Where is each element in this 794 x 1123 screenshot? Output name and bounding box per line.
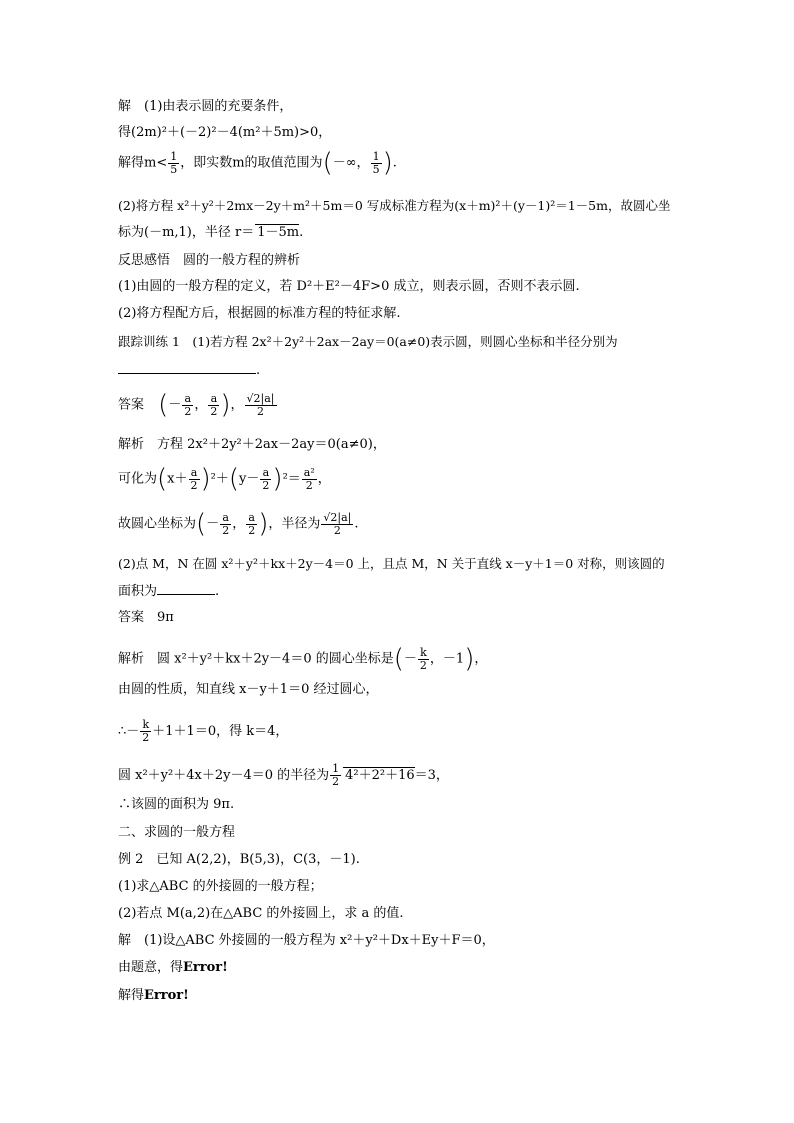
fraction-denominator: 2 xyxy=(333,523,341,537)
example2-statement: 例 2 已知 A(2,2)，B(5,3)，C(3，－1). xyxy=(118,852,360,867)
reflection-point1: (1)由圆的一般方程的定义，若 D²＋E²－4F>0 成立，则表示圆，否则不表示圆. xyxy=(118,279,580,294)
text-segment: . xyxy=(392,155,397,171)
variable: x＋ xyxy=(167,471,188,487)
fraction-numerator: a xyxy=(189,467,200,480)
reflection-point2: (2)将方程配方后，根据圆的标准方程的特征求解. xyxy=(118,306,401,321)
fraction-numerator: 1 xyxy=(170,149,178,163)
example2-result xyxy=(118,988,189,1004)
practice-question1-blank xyxy=(118,361,260,379)
fraction-denominator: 2 xyxy=(142,731,150,744)
fraction-denominator: 2 xyxy=(257,404,264,418)
close-paren: ) xyxy=(464,644,475,674)
text-segment: 解得m< xyxy=(118,155,168,171)
fraction-numerator: √2|a| xyxy=(246,391,275,405)
error-placeholder: Error! xyxy=(183,960,228,975)
radicand: 4²＋2²＋16 xyxy=(345,768,415,783)
fraction xyxy=(260,467,271,492)
operator: ²＋ xyxy=(210,471,229,487)
coordinate: ，－1 xyxy=(429,651,465,667)
answer-blank xyxy=(118,361,256,374)
analysis-q1: 解析 方程 2x²＋2y²＋2ax－2ay＝0(a≠0)， xyxy=(118,437,386,452)
fraction-denominator: 2 xyxy=(262,478,270,492)
fraction xyxy=(330,763,341,788)
fraction-numerator: a xyxy=(246,512,257,525)
error-placeholder: Error! xyxy=(144,988,189,1003)
close-paren: ) xyxy=(200,464,211,494)
text-segment: 由题意，得 xyxy=(118,960,184,975)
fraction xyxy=(208,393,219,418)
text-segment: 解析 圆 x²＋y²＋kx＋2y－4＝0 的圆心坐标是 xyxy=(118,651,394,667)
fraction xyxy=(418,647,429,672)
close-paren: ) xyxy=(258,509,269,539)
text-segment: ∴－ xyxy=(118,724,140,739)
fraction xyxy=(189,467,200,492)
minus: － xyxy=(168,397,182,413)
fraction xyxy=(371,151,382,176)
analysis-q2-area: ∴该圆的面积为 9π. xyxy=(118,797,235,812)
fraction-denominator: 2 xyxy=(222,523,230,537)
analysis-q2-center-line: 由圆的性质，知直线 x－y＋1＝0 经过圆心， xyxy=(118,682,379,697)
fraction xyxy=(302,467,317,492)
fraction-denominator: 2 xyxy=(332,775,340,788)
text-segment: . xyxy=(256,363,261,378)
text-segment: 面积为 xyxy=(118,584,158,599)
analysis-q1-standard-form xyxy=(118,466,331,492)
answer-q2: 答案 9π xyxy=(118,610,174,625)
fraction-denominator: 2 xyxy=(419,658,427,672)
text-segment: －∞， xyxy=(332,155,370,171)
minus: － xyxy=(206,516,220,532)
section-heading: 二、求圆的一般方程 xyxy=(118,825,236,840)
example2-solution: 解 (1)设△ABC 外接圆的一般方程为 x²＋y²＋Dx＋Ey＋F＝0， xyxy=(118,933,495,948)
comma: ， xyxy=(317,471,331,487)
fraction-numerator: k xyxy=(418,647,429,660)
text-segment: ， xyxy=(474,651,488,667)
example2-system xyxy=(118,960,228,976)
text-segment: . xyxy=(215,584,220,599)
solution-part2-radius xyxy=(118,224,303,241)
open-paren: ( xyxy=(322,148,333,178)
fraction-numerator: a xyxy=(182,393,193,406)
fraction xyxy=(168,151,179,176)
open-paren: ( xyxy=(158,390,169,420)
fraction-numerator: a xyxy=(220,512,231,525)
text-segment: 可化为 xyxy=(118,471,158,487)
comma: ， xyxy=(230,397,244,413)
minus: － xyxy=(403,651,417,667)
fraction xyxy=(182,393,193,418)
condition-inequality: 得(2m)²＋(－2)²－4(m²＋5m)>0， xyxy=(118,125,332,140)
fraction-denominator: 5 xyxy=(170,162,178,176)
fraction xyxy=(220,512,231,537)
text-segment: . xyxy=(354,516,359,532)
text-segment: 故圆心坐标为 xyxy=(118,516,197,532)
fraction xyxy=(140,719,151,744)
text-segment: 圆 x²＋y²＋4x＋2y－4＝0 的半径为 xyxy=(118,768,330,783)
practice-question1: 跟踪训练 1 (1)若方程 2x²＋2y²＋2ax－2ay＝0(a≠0)表示圆，则圆心坐标和半径分别为 xyxy=(118,334,618,349)
solution-part1-intro: 解 (1)由表示圆的充要条件， xyxy=(118,99,293,114)
analysis-q2-solve-k xyxy=(118,719,288,744)
practice-question2: (2)点 M，N 在圆 x²＋y²＋kx＋2y－4＝0 上，且点 M，N 关于直线 x－y＋1＝0 对称，则该圆的 xyxy=(118,556,665,571)
operator: ²＝ xyxy=(282,471,301,487)
text-segment: ＝3， xyxy=(414,768,449,783)
fraction-numerator: a xyxy=(208,393,219,406)
fraction-denominator: 2 xyxy=(210,404,218,418)
square-root xyxy=(343,767,415,784)
solution-part2: (2)将方程 x²＋y²＋2mx－2y＋m²＋5m＝0 写成标准方程为(x＋m)²＋(y－1)²＝1－5m，故圆心坐 xyxy=(118,198,671,213)
practice-question2-blank xyxy=(118,582,219,600)
analysis-q1-conclusion xyxy=(118,511,359,537)
close-paren: ) xyxy=(220,390,231,420)
analysis-q2-radius xyxy=(118,763,449,788)
analysis-q2 xyxy=(118,646,487,672)
open-paren: ( xyxy=(196,509,207,539)
close-paren: ) xyxy=(382,148,393,178)
text-segment: 解得 xyxy=(118,988,145,1003)
text-segment: ＋1＋1＝0，得 k＝4， xyxy=(152,724,289,739)
text-segment: ，半径为 xyxy=(268,516,321,532)
square-root xyxy=(255,224,299,241)
fraction xyxy=(321,512,353,537)
answer-blank xyxy=(157,582,215,595)
answer-q1 xyxy=(118,392,278,418)
text-segment: . xyxy=(299,225,304,240)
fraction-numerator: a xyxy=(260,467,271,480)
text-segment: ，即实数m的取值范围为 xyxy=(180,155,323,171)
reflection-heading: 反思感悟 圆的一般方程的辨析 xyxy=(118,253,301,268)
close-paren: ) xyxy=(272,464,283,494)
fraction-numerator: 1 xyxy=(372,149,380,163)
text-segment: 标为(－m,1)，半径 r＝ xyxy=(118,225,255,240)
comma: ， xyxy=(232,516,246,532)
fraction xyxy=(246,512,257,537)
open-paren: ( xyxy=(228,464,240,494)
fraction-denominator: 2 xyxy=(305,478,313,492)
fraction xyxy=(245,393,277,418)
fraction-numerator: a² xyxy=(303,465,315,479)
solution-m-range xyxy=(118,150,397,176)
fraction-numerator: k xyxy=(140,719,151,732)
example2-question1: (1)求△ABC 的外接圆的一般方程； xyxy=(118,879,323,894)
answer-label: 答案 xyxy=(118,397,145,413)
example2-question2: (2)若点 M(a,2)在△ABC 的外接圆上，求 a 的值. xyxy=(118,906,404,921)
comma: ， xyxy=(194,397,208,413)
open-paren: ( xyxy=(157,464,168,494)
variable: y－ xyxy=(239,471,260,487)
radicand: 1－5m xyxy=(257,225,300,240)
fraction-denominator: 2 xyxy=(190,478,198,492)
fraction-denominator: 2 xyxy=(248,523,256,537)
fraction-numerator: √2|a| xyxy=(323,510,352,524)
fraction-denominator: 2 xyxy=(184,404,192,418)
fraction-numerator: 1 xyxy=(332,762,340,775)
open-paren: ( xyxy=(393,644,404,674)
fraction-denominator: 5 xyxy=(372,162,380,176)
